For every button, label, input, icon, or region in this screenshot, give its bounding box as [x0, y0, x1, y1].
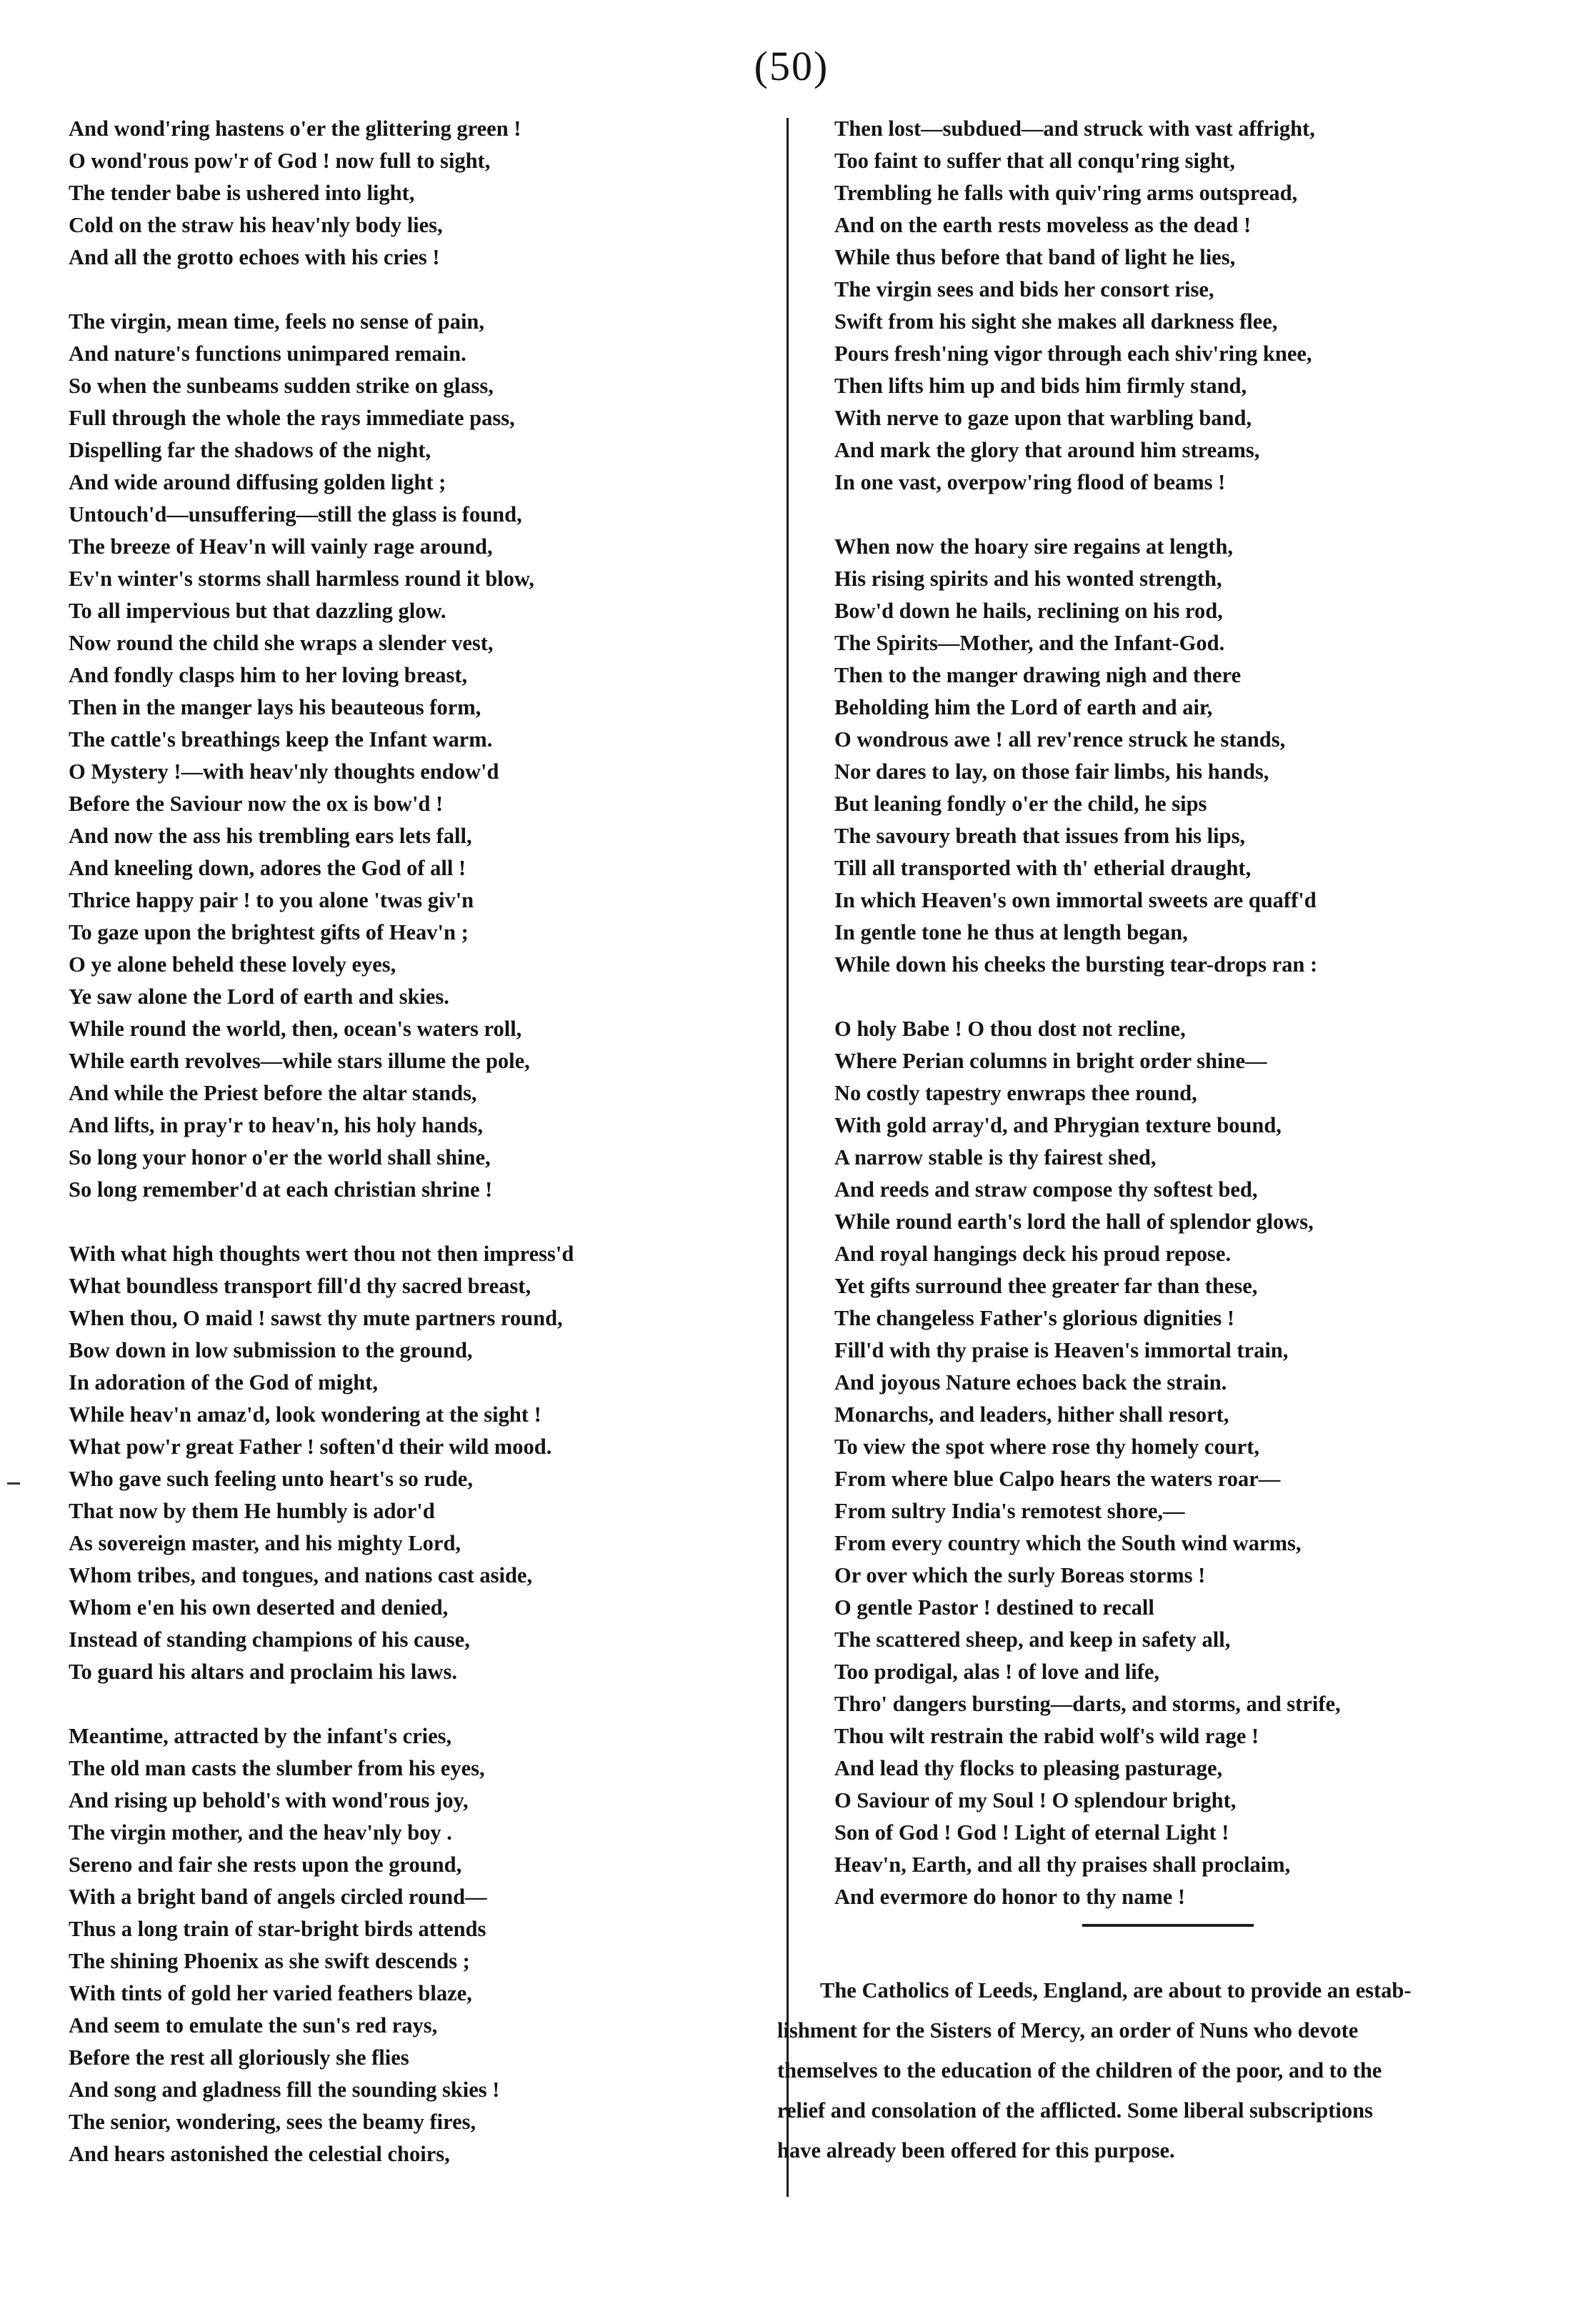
verse-line: Fill'd with thy praise is Heaven's immortal train, — [834, 1338, 1289, 1362]
verse-line: To all impervious but that dazzling glow. — [69, 599, 446, 623]
verse-line: While thus before that band of light he lies, — [834, 245, 1236, 269]
stanza — [834, 113, 1549, 499]
verse-line: Whom tribes, and tongues, and nations cast aside, — [69, 1563, 533, 1587]
verse-line: From sultry India's remotest shore,— — [834, 1499, 1185, 1523]
notice-paragraph — [777, 1970, 1549, 2170]
verse-line: The changeless Father's glorious dignities ! — [834, 1306, 1235, 1330]
verse-line: O wondrous awe ! all rev'rence struck he stands, — [834, 727, 1286, 752]
verse-line: And joyous Nature echoes back the strain. — [834, 1370, 1227, 1395]
verse-line: And kneeling down, adores the God of all ! — [69, 856, 466, 880]
verse-line: And rising up behold's with wond'rous joy, — [69, 1788, 469, 1812]
verse-line: So long your honor o'er the world shall shine, — [69, 1145, 491, 1170]
verse-line: Son of God ! God ! Light of eternal Light ! — [834, 1820, 1229, 1845]
verse-line: And song and gladness fill the sounding skies ! — [69, 2078, 500, 2102]
verse-line: The cattle's breathings keep the Infant warm. — [69, 727, 493, 752]
verse-line: No costly tapestry enwraps thee round, — [834, 1081, 1197, 1105]
verse-line: The Spirits—Mother, and the Infant-God. — [834, 631, 1225, 655]
verse-line: His rising spirits and his wonted strength, — [834, 567, 1222, 591]
verse-line: The virgin mother, and the heav'nly boy . — [69, 1820, 452, 1845]
verse-line: While earth revolves—while stars illume the pole, — [69, 1049, 530, 1073]
verse-line: Thou wilt restrain the rabid wolf's wild rage ! — [834, 1724, 1259, 1748]
verse-line: Till all transported with th' etherial draught, — [834, 856, 1252, 880]
verse-line: While round earth's lord the hall of splendor glows, — [834, 1210, 1314, 1234]
stanza — [69, 306, 772, 1206]
verse-line: Dispelling far the shadows of the night, — [69, 438, 431, 462]
verse-line: With what high thoughts wert thou not then impress'd — [69, 1242, 574, 1266]
verse-line: What pow'r great Father ! soften'd their wild mood. — [69, 1435, 552, 1459]
verse-line: And on the earth rests moveless as the dead ! — [834, 213, 1252, 237]
verse-line: Now round the child she wraps a slender vest, — [69, 631, 494, 655]
margin-mark — [7, 1482, 20, 1485]
verse-line: Pours fresh'ning vigor through each shiv'ring knee, — [834, 341, 1312, 366]
verse-line: O holy Babe ! O thou dost not recline, — [834, 1017, 1186, 1041]
verse-line: And fondly clasps him to her loving breast, — [69, 663, 468, 687]
verse-line: While heav'n amaz'd, look wondering at the sight ! — [69, 1402, 541, 1427]
verse-line: Then to the manger drawing nigh and there — [834, 663, 1242, 687]
verse-line: With a bright band of angels circled round— — [69, 1885, 487, 1909]
verse-line: Thus a long train of star-bright birds attends — [69, 1917, 486, 1941]
verse-line: And reeds and straw compose thy softest bed, — [834, 1177, 1258, 1202]
verse-line: While down his cheeks the bursting tear-drops ran : — [834, 952, 1318, 977]
verse-line: And while the Priest before the altar stands, — [69, 1081, 477, 1105]
verse-line: The senior, wondering, sees the beamy fires, — [69, 2110, 476, 2134]
verse-line: Who gave such feeling unto heart's so rude, — [69, 1467, 473, 1491]
notice-line: The Catholics of Leeds, England, are about to provide an estab- — [820, 1978, 1412, 2003]
verse-line: As sovereign master, and his mighty Lord, — [69, 1531, 461, 1555]
verse-line: Full through the whole the rays immediate pass, — [69, 406, 515, 430]
verse-line: Nor dares to lay, on those fair limbs, his hands, — [834, 759, 1269, 784]
left-column — [69, 113, 772, 2203]
verse-line: From where blue Calpo hears the waters roar— — [834, 1467, 1281, 1491]
verse-line: Too faint to suffer that all conqu'ring sight, — [834, 149, 1235, 173]
verse-line: O gentle Pastor ! destined to recall — [834, 1595, 1154, 1620]
verse-line: In one vast, overpow'ring flood of beams ! — [834, 470, 1226, 494]
verse-line: Ev'n winter's storms shall harmless round it blow, — [69, 567, 534, 591]
verse-line: With tints of gold her varied feathers blaze, — [69, 1981, 472, 2005]
verse-line: The savoury breath that issues from his lips, — [834, 824, 1246, 848]
verse-line: Too prodigal, alas ! of love and life, — [834, 1660, 1160, 1684]
verse-line: In gentle tone he thus at length began, — [834, 920, 1188, 944]
verse-line: And wond'ring hastens o'er the glittering green ! — [69, 116, 521, 141]
verse-line: Whom e'en his own deserted and denied, — [69, 1595, 449, 1620]
verse-line: To guard his altars and proclaim his laws. — [69, 1660, 458, 1684]
verse-line: Before the rest all gloriously she flies — [69, 2045, 409, 2070]
verse-line: Bow'd down he hails, reclining on his rod, — [834, 599, 1223, 623]
verse-line: Trembling he falls with quiv'ring arms outspread, — [834, 181, 1298, 205]
verse-line: Untouch'd—unsuffering—still the glass is found, — [69, 502, 522, 527]
column-divider — [786, 118, 789, 2197]
verse-line: Yet gifts surround thee greater far than these, — [834, 1274, 1258, 1298]
verse-line: Before the Saviour now the ox is bow'd ! — [69, 792, 444, 816]
verse-line: Heav'n, Earth, and all thy praises shall proclaim, — [834, 1852, 1291, 1877]
verse-line: To view the spot where rose thy homely court, — [834, 1435, 1259, 1459]
right-column — [834, 113, 1549, 1945]
verse-line: To gaze upon the brightest gifts of Heav'n ; — [69, 920, 469, 944]
verse-line: And now the ass his trembling ears lets fall, — [69, 824, 472, 848]
verse-line: And nature's functions unimpared remain. — [69, 341, 466, 366]
verse-line: O ye alone beheld these lovely eyes, — [69, 952, 396, 977]
verse-line: But leaning fondly o'er the child, he sips — [834, 792, 1207, 816]
verse-line: The tender babe is ushered into light, — [69, 181, 415, 205]
notice-line: lishment for the Sisters of Mercy, an order of Nuns who devote — [777, 2018, 1359, 2043]
verse-line: Instead of standing champions of his cause, — [69, 1627, 470, 1652]
stanza — [69, 113, 772, 274]
verse-line: Or over which the surly Boreas storms ! — [834, 1563, 1206, 1587]
verse-line: O wond'rous pow'r of God ! now full to sight, — [69, 149, 491, 173]
stanza — [69, 1720, 772, 2170]
verse-line: The scattered sheep, and keep in safety all, — [834, 1627, 1231, 1652]
verse-line: From every country which the South wind warms, — [834, 1531, 1302, 1555]
verse-line: Ye saw alone the Lord of earth and skies. — [69, 984, 449, 1009]
verse-line: And wide around diffusing golden light ; — [69, 470, 446, 494]
notice-line: relief and consolation of the afflicted. Some liberal subscriptions — [777, 2098, 1373, 2123]
page-number: (50) — [754, 43, 829, 89]
verse-line: In adoration of the God of might, — [69, 1370, 378, 1395]
verse-line: When now the hoary sire regains at length, — [834, 534, 1234, 559]
verse-line: With nerve to gaze upon that warbling band, — [834, 406, 1252, 430]
verse-line: While round the world, then, ocean's waters roll, — [69, 1017, 522, 1041]
verse-line: The virgin, mean time, feels no sense of pain, — [69, 309, 485, 334]
verse-line: Then lost—subdued—and struck with vast affright, — [834, 116, 1315, 141]
verse-line: And hears astonished the celestial choirs, — [69, 2142, 450, 2166]
verse-line: In which Heaven's own immortal sweets are quaff'd — [834, 888, 1317, 912]
verse-line: So long remember'd at each christian shrine ! — [69, 1177, 493, 1202]
notice-line: have already been offered for this purpose. — [777, 2138, 1175, 2163]
verse-line: Meantime, attracted by the infant's cries, — [69, 1724, 452, 1748]
verse-line: Where Perian columns in bright order shine— — [834, 1049, 1267, 1073]
verse-line: Monarchs, and leaders, hither shall resort, — [834, 1402, 1229, 1427]
verse-line: The old man casts the slumber from his eyes, — [69, 1756, 485, 1780]
stanza — [834, 1013, 1549, 1913]
stanza — [69, 1238, 772, 1688]
verse-line: Bow down in low submission to the ground, — [69, 1338, 473, 1362]
verse-line: Swift from his sight she makes all darkness flee, — [834, 309, 1278, 334]
verse-line: And mark the glory that around him streams, — [834, 438, 1260, 462]
verse-line: And seem to emulate the sun's red rays, — [69, 2013, 438, 2038]
stanza — [834, 531, 1549, 981]
verse-line: Cold on the straw his heav'nly body lies, — [69, 213, 443, 237]
verse-line: When thou, O maid ! sawst thy mute partners round, — [69, 1306, 563, 1330]
verse-line: Thro' dangers bursting—darts, and storms, and strife, — [834, 1692, 1341, 1716]
verse-line: The shining Phoenix as she swift descends ; — [69, 1949, 470, 1973]
verse-line: That now by them He humbly is ador'd — [69, 1499, 435, 1523]
notice-line: themselves to the education of the children of the poor, and to the — [777, 2058, 1382, 2083]
verse-line: Beholding him the Lord of earth and air, — [834, 695, 1213, 719]
verse-line: Then lifts him up and bids him firmly stand, — [834, 374, 1247, 398]
verse-line: Sereno and fair she rests upon the ground, — [69, 1852, 462, 1877]
verse-line: The breeze of Heav'n will vainly rage around, — [69, 534, 493, 559]
verse-line: What boundless transport fill'd thy sacred breast, — [69, 1274, 531, 1298]
section-rule — [1082, 1924, 1254, 1927]
verse-line: O Saviour of my Soul ! O splendour bright, — [834, 1788, 1237, 1812]
verse-line: The virgin sees and bids her consort rise, — [834, 277, 1214, 301]
verse-line: And lifts, in pray'r to heav'n, his holy hands, — [69, 1113, 483, 1137]
verse-line: And evermore do honor to thy name ! — [834, 1885, 1186, 1909]
verse-line: And lead thy flocks to pleasing pasturage, — [834, 1756, 1223, 1780]
verse-line: And royal hangings deck his proud repose. — [834, 1242, 1232, 1266]
verse-line: Then in the manger lays his beauteous form, — [69, 695, 481, 719]
verse-line: With gold array'd, and Phrygian texture bound, — [834, 1113, 1282, 1137]
verse-line: And all the grotto echoes with his cries ! — [69, 245, 440, 269]
verse-line: Thrice happy pair ! to you alone 'twas giv'n — [69, 888, 474, 912]
verse-line: So when the sunbeams sudden strike on glass, — [69, 374, 494, 398]
verse-line: O Mystery !—with heav'nly thoughts endow'd — [69, 759, 499, 784]
verse-line: A narrow stable is thy fairest shed, — [834, 1145, 1157, 1170]
